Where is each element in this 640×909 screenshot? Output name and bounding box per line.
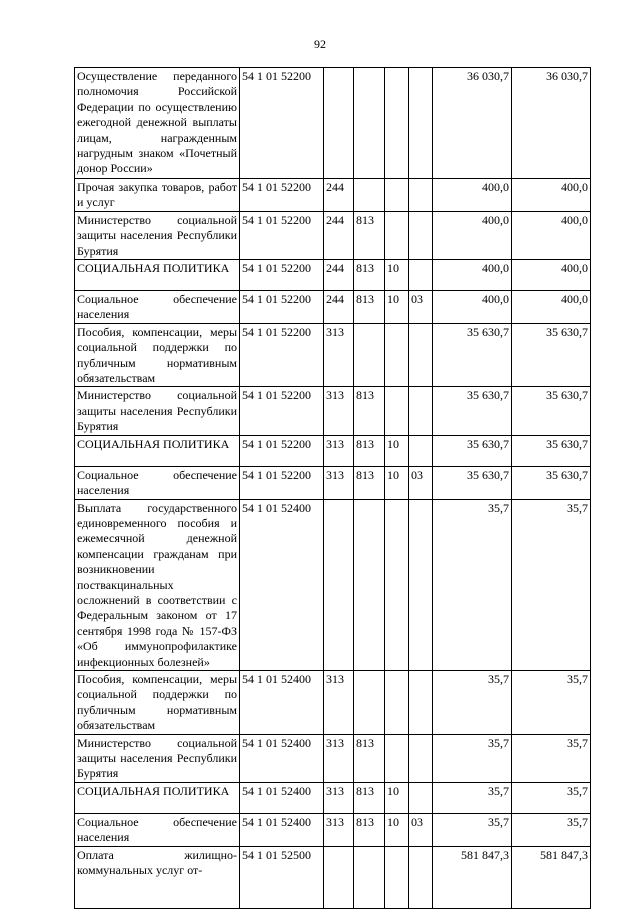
page-number: 92 xyxy=(314,37,326,51)
expense-type-code: 313 xyxy=(324,435,354,466)
subsection-code xyxy=(409,179,433,212)
expense-type-code: 244 xyxy=(324,291,354,324)
row-name: Пособия, компенсации, меры социальной поддержки по публичным нормативным обязательствам xyxy=(75,670,240,734)
amount-year-1: 400,0 xyxy=(433,260,512,291)
target-article-code: 54 1 01 52200 xyxy=(240,211,324,259)
subsection-code xyxy=(409,387,433,435)
row-name: Министерство социальной защиты населения Республики Бурятия xyxy=(75,387,240,435)
ministry-code: 813 xyxy=(354,387,385,435)
section-code xyxy=(385,734,409,782)
subsection-code xyxy=(409,499,433,670)
table-row xyxy=(75,734,591,782)
ministry-code xyxy=(354,179,385,212)
amount-year-2: 400,0 xyxy=(512,260,591,291)
ministry-code xyxy=(354,670,385,734)
section-code xyxy=(385,68,409,179)
expense-type-code: 313 xyxy=(324,813,354,846)
amount-year-2: 400,0 xyxy=(512,179,591,212)
amount-year-1: 35 630,7 xyxy=(433,387,512,435)
target-article-code: 54 1 01 52200 xyxy=(240,435,324,466)
subsection-code xyxy=(409,846,433,908)
target-article-code: 54 1 01 52200 xyxy=(240,387,324,435)
target-article-code: 54 1 01 52500 xyxy=(240,846,324,908)
amount-year-2: 35 630,7 xyxy=(512,323,591,387)
amount-year-1: 581 847,3 xyxy=(433,846,512,908)
row-name: Выплата государственного единовременного пособия и ежемесячной денежной компенсации гражданам при возникновении поствакцинальных осложнений в соответствии с Федеральным законом от 17 сентября 1998 года № 157-ФЗ «Об иммунопрофилактике инфекционных болезней» xyxy=(75,499,240,670)
target-article-code: 54 1 01 52200 xyxy=(240,179,324,212)
ministry-code xyxy=(354,499,385,670)
table-row xyxy=(75,782,591,813)
subsection-code: 03 xyxy=(409,466,433,499)
table-row xyxy=(75,211,591,259)
ministry-code xyxy=(354,846,385,908)
amount-year-2: 35,7 xyxy=(512,813,591,846)
amount-year-1: 35,7 xyxy=(433,734,512,782)
expense-type-code: 313 xyxy=(324,323,354,387)
target-article-code: 54 1 01 52200 xyxy=(240,291,324,324)
expense-type-code: 313 xyxy=(324,670,354,734)
amount-year-1: 35 630,7 xyxy=(433,323,512,387)
target-article-code: 54 1 01 52200 xyxy=(240,260,324,291)
amount-year-2: 35 630,7 xyxy=(512,387,591,435)
subsection-code xyxy=(409,260,433,291)
table-row xyxy=(75,260,591,291)
table-row xyxy=(75,499,591,670)
table-row xyxy=(75,846,591,908)
target-article-code: 54 1 01 52400 xyxy=(240,734,324,782)
amount-year-2: 35 630,7 xyxy=(512,466,591,499)
amount-year-1: 35 630,7 xyxy=(433,466,512,499)
table-row xyxy=(75,813,591,846)
row-name: Прочая закупка товаров, работ и услуг xyxy=(75,179,240,212)
table-row xyxy=(75,68,591,179)
amount-year-2: 35,7 xyxy=(512,670,591,734)
amount-year-2: 35 630,7 xyxy=(512,435,591,466)
row-name: СОЦИАЛЬНАЯ ПОЛИТИКА xyxy=(75,782,240,813)
expense-type-code: 313 xyxy=(324,387,354,435)
amount-year-2: 400,0 xyxy=(512,211,591,259)
table-body xyxy=(75,68,591,909)
subsection-code xyxy=(409,734,433,782)
section-code: 10 xyxy=(385,291,409,324)
section-code xyxy=(385,211,409,259)
ministry-code xyxy=(354,323,385,387)
ministry-code: 813 xyxy=(354,466,385,499)
row-name: Социальное обеспечение населения xyxy=(75,291,240,324)
row-name: Пособия, компенсации, меры социальной поддержки по публичным нормативным обязательствам xyxy=(75,323,240,387)
row-name: Социальное обеспечение населения xyxy=(75,466,240,499)
subsection-code: 03 xyxy=(409,291,433,324)
table-row xyxy=(75,323,591,387)
expense-type-code: 244 xyxy=(324,260,354,291)
table-row xyxy=(75,670,591,734)
amount-year-1: 35,7 xyxy=(433,782,512,813)
ministry-code: 813 xyxy=(354,734,385,782)
amount-year-2: 35,7 xyxy=(512,499,591,670)
row-name: Социальное обеспечение населения xyxy=(75,813,240,846)
amount-year-1: 400,0 xyxy=(433,179,512,212)
table-row xyxy=(75,179,591,212)
target-article-code: 54 1 01 52200 xyxy=(240,323,324,387)
table-row xyxy=(75,387,591,435)
amount-year-1: 35,7 xyxy=(433,499,512,670)
section-code: 10 xyxy=(385,435,409,466)
expense-type-code xyxy=(324,846,354,908)
target-article-code: 54 1 01 52200 xyxy=(240,466,324,499)
amount-year-1: 35,7 xyxy=(433,813,512,846)
target-article-code: 54 1 01 52400 xyxy=(240,499,324,670)
subsection-code xyxy=(409,68,433,179)
ministry-code xyxy=(354,68,385,179)
expense-type-code: 244 xyxy=(324,179,354,212)
expense-type-code xyxy=(324,499,354,670)
amount-year-1: 400,0 xyxy=(433,291,512,324)
expense-type-code: 313 xyxy=(324,782,354,813)
section-code xyxy=(385,846,409,908)
amount-year-2: 581 847,3 xyxy=(512,846,591,908)
target-article-code: 54 1 01 52400 xyxy=(240,670,324,734)
ministry-code: 813 xyxy=(354,813,385,846)
amount-year-2: 36 030,7 xyxy=(512,68,591,179)
subsection-code xyxy=(409,435,433,466)
section-code: 10 xyxy=(385,260,409,291)
row-name: СОЦИАЛЬНАЯ ПОЛИТИКА xyxy=(75,435,240,466)
subsection-code xyxy=(409,323,433,387)
amount-year-2: 35,7 xyxy=(512,734,591,782)
expense-type-code: 313 xyxy=(324,734,354,782)
section-code: 10 xyxy=(385,813,409,846)
table-row xyxy=(75,291,591,324)
ministry-code: 813 xyxy=(354,260,385,291)
table-row xyxy=(75,435,591,466)
table-row xyxy=(75,466,591,499)
section-code xyxy=(385,323,409,387)
target-article-code: 54 1 01 52400 xyxy=(240,813,324,846)
section-code xyxy=(385,179,409,212)
section-code xyxy=(385,387,409,435)
target-article-code: 54 1 01 52400 xyxy=(240,782,324,813)
section-code: 10 xyxy=(385,782,409,813)
ministry-code: 813 xyxy=(354,211,385,259)
row-name: Осуществление переданного полномочия Российской Федерации по осуществлению ежегодной денежной выплаты лицам, награжденным нагрудным знаком «Почетный донор России» xyxy=(75,68,240,179)
subsection-code xyxy=(409,211,433,259)
budget-table xyxy=(74,67,591,909)
ministry-code: 813 xyxy=(354,782,385,813)
row-name: Оплата жилищно-коммунальных услуг от- xyxy=(75,846,240,908)
expense-type-code xyxy=(324,68,354,179)
section-code: 10 xyxy=(385,466,409,499)
row-name: СОЦИАЛЬНАЯ ПОЛИТИКА xyxy=(75,260,240,291)
expense-type-code: 313 xyxy=(324,466,354,499)
amount-year-1: 400,0 xyxy=(433,211,512,259)
amount-year-2: 35,7 xyxy=(512,782,591,813)
row-name: Министерство социальной защиты населения Республики Бурятия xyxy=(75,734,240,782)
ministry-code: 813 xyxy=(354,291,385,324)
section-code xyxy=(385,670,409,734)
ministry-code: 813 xyxy=(354,435,385,466)
amount-year-2: 400,0 xyxy=(512,291,591,324)
amount-year-1: 35,7 xyxy=(433,670,512,734)
subsection-code xyxy=(409,782,433,813)
subsection-code: 03 xyxy=(409,813,433,846)
subsection-code xyxy=(409,670,433,734)
expense-type-code: 244 xyxy=(324,211,354,259)
section-code xyxy=(385,499,409,670)
amount-year-1: 35 630,7 xyxy=(433,435,512,466)
amount-year-1: 36 030,7 xyxy=(433,68,512,179)
row-name: Министерство социальной защиты населения Республики Бурятия xyxy=(75,211,240,259)
target-article-code: 54 1 01 52200 xyxy=(240,68,324,179)
